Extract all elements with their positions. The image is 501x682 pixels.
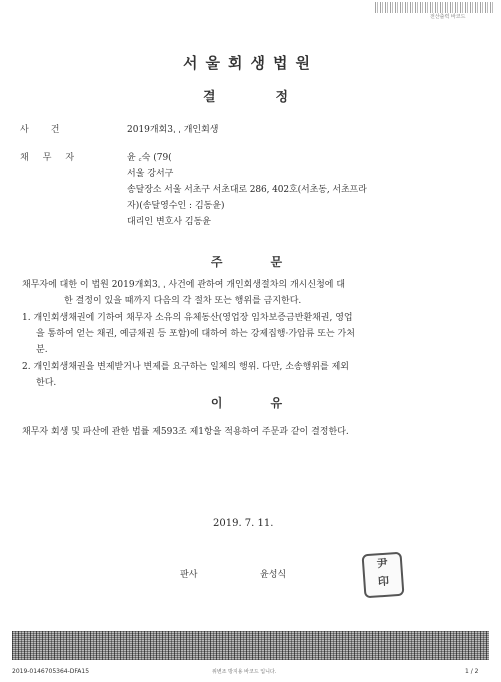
reason-text: 채무자 회생 및 파산에 관한 법률 제593조 제1항을 적용하여 주문과 같이 결정한다. xyxy=(22,427,349,437)
order-item-2: 2. 개인회생채권을 변제받거나 변제를 요구하는 일체의 행위. 다만, 소송행위를 제외 xyxy=(22,362,349,372)
debtor-line: 윤 ꜀숙 (79( xyxy=(127,153,172,163)
judge-seal xyxy=(362,552,405,599)
debtor-line: 서울 강서구 xyxy=(127,169,174,179)
top-barcode-caption: 전산출력 바코드 xyxy=(430,14,466,20)
judge-title: 판사 xyxy=(180,570,198,580)
debtor-label: 채무자 xyxy=(20,153,89,163)
order-intro: 한 결정이 있을 때까지 다음의 각 절차 또는 행위를 금지한다. xyxy=(64,296,302,306)
debtor-line: 대리인 변호사 김동윤 xyxy=(127,217,211,227)
order-heading: 주문 xyxy=(210,255,331,269)
barcode-note: 위변조 방지용 바코드 입니다. xyxy=(212,669,277,675)
page-number: 1 / 2 xyxy=(465,668,479,675)
top-barcode xyxy=(375,2,493,13)
order-intro: 채무자에 대한 이 법원 2019개회3ˌ ˌ 사건에 관하여 개인회생절차의 개시신청에 대 xyxy=(22,280,346,290)
seal-text: 尹 xyxy=(376,556,389,571)
case-value: 2019개회3ˌ ˌ 개인회생 xyxy=(127,125,219,135)
judge-name: 윤성식 xyxy=(260,570,287,580)
order-item-2: 한다. xyxy=(36,378,57,388)
footer-barcode xyxy=(12,631,489,660)
debtor-line: 송달장소 서울 서초구 서초대로 286, 402호(서초동, 서초프라 xyxy=(127,185,367,195)
debtor-line: 자)(송달영수인 : 김동윤) xyxy=(127,201,225,211)
order-item-1: 1. 개인회생채권에 기하여 채무자 소유의 유체동산(영업장 임차보증금반환채권, 영업 xyxy=(22,313,353,323)
court-name: 서울회생법원 xyxy=(183,54,318,72)
document-id: 2019-0146705364-DFA15 xyxy=(12,668,90,675)
order-item-1: 분. xyxy=(36,345,48,355)
document-type: 결정 xyxy=(202,90,349,105)
case-label: 사건 xyxy=(20,125,82,135)
seal-text: 印 xyxy=(377,574,390,589)
order-item-1: 을 통하여 얻는 채권, 예금채권 등 포함)에 대하여 하는 강제집행·가압류 또는 가처 xyxy=(36,329,355,339)
reason-heading: 이유 xyxy=(210,396,331,410)
decision-date: 2019. 7. 11. xyxy=(213,518,274,529)
